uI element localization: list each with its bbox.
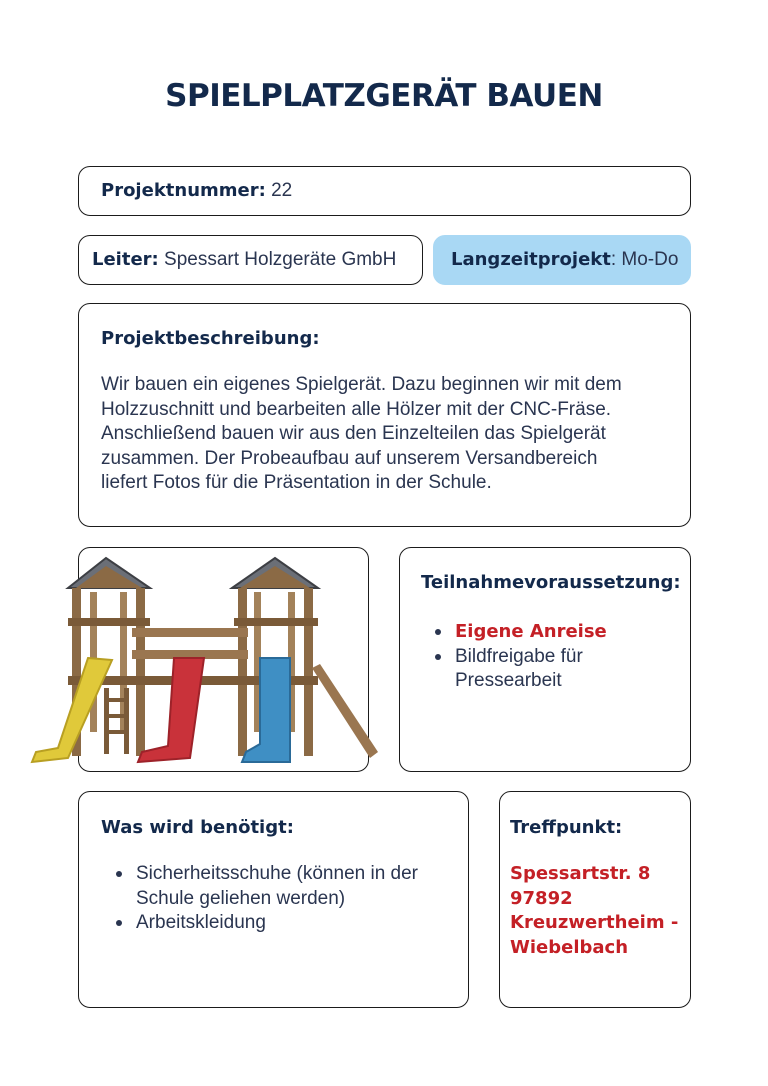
leader-value: Spessart Holzgeräte GmbH — [158, 249, 397, 270]
page-title: SPIELPLATZGERÄT BAUEN — [165, 78, 603, 114]
needed-list — [114, 862, 459, 936]
project-number-label: Projektnummer: — [101, 180, 266, 201]
long-term-row — [451, 249, 678, 271]
description-heading: Projektbeschreibung: — [101, 328, 320, 349]
playground-illustration — [28, 548, 380, 770]
description-line: zusammen. Der Probeaufbau auf unserem Versandbereich — [101, 447, 598, 469]
meeting-heading: Treffpunkt: — [510, 817, 623, 838]
long-term-value: : Mo-Do — [610, 249, 679, 270]
description-text — [101, 373, 681, 496]
requirement-own-travel: Eigene Anreise — [455, 621, 607, 642]
address-line: 97892 — [510, 887, 573, 909]
description-line: liefert Fotos für die Präsentation in der Schule. — [101, 472, 492, 493]
project-number-row — [101, 180, 292, 202]
requirements-list — [433, 620, 683, 694]
description-line: Anschließend bauen wir aus den Einzelteilen das Spielgerät — [101, 423, 606, 444]
leader-row — [92, 249, 396, 271]
meeting-address — [510, 862, 686, 960]
address-line: Wiebelbach — [510, 936, 629, 958]
requirements-heading: Teilnahmevoraussetzung: — [421, 572, 681, 593]
needed-safety-shoes-cont: Schule geliehen werden) — [136, 887, 346, 909]
requirement-photo-release: Bildfreigabe für — [455, 645, 583, 667]
needed-safety-shoes: Sicherheitsschuhe (können in der — [136, 863, 419, 884]
list-item — [114, 911, 459, 936]
requirement-photo-release-cont: Pressearbeit — [455, 670, 562, 691]
needed-heading: Was wird benötigt: — [101, 817, 294, 838]
needed-work-clothes: Arbeitskleidung — [136, 912, 266, 933]
leader-label: Leiter: — [92, 249, 159, 270]
description-line: Holzzuschnitt und bearbeiten alle Hölzer mit der CNC-Fräse. — [101, 398, 612, 420]
address-line: Spessartstr. 8 — [510, 863, 651, 884]
description-line: Wir bauen ein eigenes Spielgerät. Dazu beginnen wir mit dem — [101, 374, 622, 395]
long-term-label: Langzeitprojekt — [451, 249, 611, 270]
address-line: Kreuzwertheim - — [510, 912, 679, 933]
project-number-value: 22 — [265, 180, 293, 201]
list-item — [114, 862, 459, 911]
list-item — [433, 645, 683, 694]
list-item — [433, 620, 683, 645]
